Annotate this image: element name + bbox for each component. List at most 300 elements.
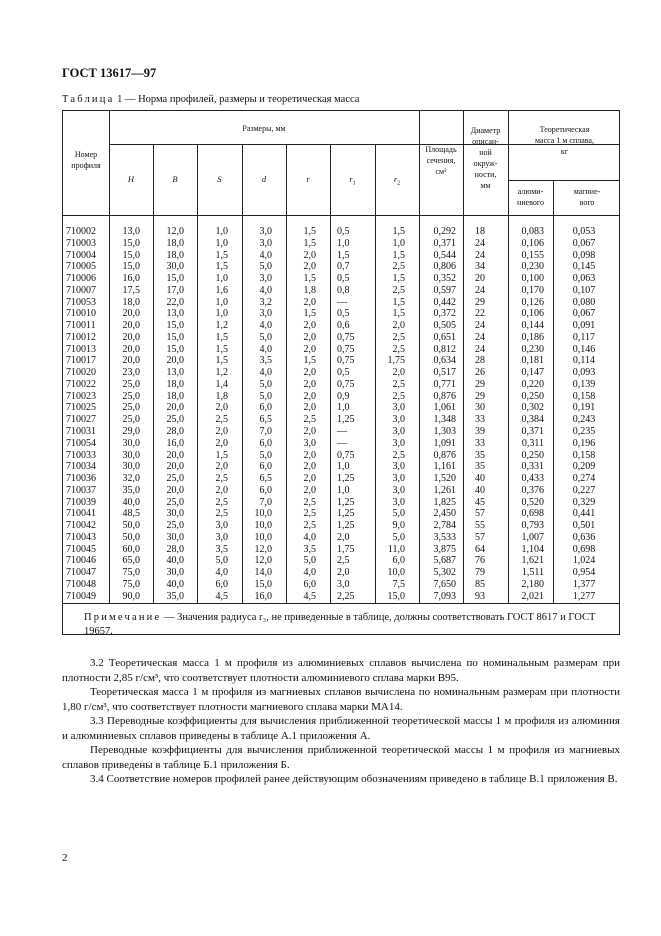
table-cell: 0,75 bbox=[337, 378, 355, 390]
table-cell: 2,0 bbox=[215, 437, 228, 449]
table-cell: 3,5 bbox=[215, 543, 228, 555]
table-cell: 13,0 bbox=[166, 308, 184, 320]
table-cell: 15,0 bbox=[122, 261, 140, 273]
table-cell: 1,621 bbox=[521, 555, 544, 567]
symbol-S: S bbox=[217, 174, 222, 184]
table-cell: 6,0 bbox=[215, 578, 228, 590]
table-cell: 0,371 bbox=[433, 237, 456, 249]
table-cell: 3,0 bbox=[392, 414, 405, 426]
table-cell: 0,106 bbox=[521, 308, 544, 320]
table-cell: 40 bbox=[475, 473, 485, 485]
table-cell: 39 bbox=[475, 426, 485, 438]
table-cell: 0,517 bbox=[433, 367, 456, 379]
table-cell: 0,063 bbox=[572, 273, 596, 285]
table-cell: 13,0 bbox=[166, 367, 184, 379]
table-cell: 0,634 bbox=[433, 355, 456, 367]
col-r bbox=[284, 226, 316, 603]
table-cell: 3,0 bbox=[392, 496, 405, 508]
table-cell: 1,161 bbox=[433, 461, 456, 473]
symbol-r2-base: r bbox=[393, 174, 398, 184]
table-cell: 0,698 bbox=[521, 508, 544, 520]
table-cell: 1,5 bbox=[215, 249, 228, 261]
table-cell: 13,0 bbox=[122, 226, 140, 237]
table-cell: 2,0 bbox=[303, 402, 316, 414]
table-cell: 1,0 bbox=[215, 226, 228, 237]
table-cell: 0,147 bbox=[521, 367, 544, 379]
table-cell: 6,0 bbox=[303, 578, 316, 590]
table-cell: 0,331 bbox=[521, 461, 544, 473]
table-cell: 34 bbox=[475, 261, 485, 273]
table-cell: 0,067 bbox=[572, 237, 596, 249]
table-cell: 0,235 bbox=[572, 426, 596, 438]
table-cell: 2,0 bbox=[303, 261, 316, 273]
table-cell: 65,0 bbox=[122, 555, 140, 567]
table-cell: 0,083 bbox=[521, 226, 544, 237]
table-cell: 1,061 bbox=[433, 402, 456, 414]
table-cell: 2,0 bbox=[392, 367, 405, 379]
table-cell: 4,5 bbox=[215, 590, 228, 602]
table-cell: 15,0 bbox=[166, 343, 184, 355]
table-cell: 1,5 bbox=[303, 308, 316, 320]
table-cell: 6,0 bbox=[259, 437, 272, 449]
symbol-H: H bbox=[127, 174, 135, 184]
table-cell: 29 bbox=[475, 390, 485, 402]
table-cell: 6,0 bbox=[392, 555, 405, 567]
table-cell: 6,0 bbox=[259, 402, 272, 414]
table-cell: 1,348 bbox=[433, 414, 456, 426]
table-cell: 2,0 bbox=[215, 484, 228, 496]
symbol-r2-sub: 2 bbox=[397, 180, 401, 187]
table-cell: 6,0 bbox=[259, 461, 272, 473]
table-cell: 24 bbox=[475, 320, 485, 332]
note-text: — Значения радиуса r₃, не приведенные в таблице, должны соответствовать ГОСТ 8617 и ГОСТ 19657. bbox=[84, 612, 596, 637]
table-cell: 1,5 bbox=[303, 237, 316, 249]
table-cell: 1,007 bbox=[521, 531, 544, 543]
table-cell: 2,0 bbox=[215, 402, 228, 414]
table-cell: 18,0 bbox=[122, 296, 140, 308]
table-cell: 2,5 bbox=[215, 414, 228, 426]
table-cell: 45 bbox=[475, 496, 485, 508]
table-cell: 2,5 bbox=[303, 520, 316, 532]
table-cell: 0,114 bbox=[572, 355, 596, 367]
table-cell: 75,0 bbox=[122, 578, 140, 590]
table-cell: 1,8 bbox=[215, 390, 228, 402]
table-cell: 28,0 bbox=[166, 543, 184, 555]
symbol-r2 bbox=[375, 174, 419, 187]
table-cell: 0,311 bbox=[521, 437, 544, 449]
table-cell: 0,5 bbox=[337, 308, 350, 320]
table-cell: 5,0 bbox=[392, 531, 405, 543]
header-magnesium bbox=[553, 186, 621, 208]
table-cell: 22 bbox=[475, 308, 485, 320]
table-cell: 35,0 bbox=[122, 484, 140, 496]
header-mass bbox=[508, 124, 621, 157]
table-cell: 4,0 bbox=[259, 367, 272, 379]
header-line: см² bbox=[435, 167, 447, 176]
table-cell: 2,0 bbox=[303, 343, 316, 355]
table-cell: 1,0 bbox=[392, 237, 405, 249]
table-cell: 0,793 bbox=[521, 520, 544, 532]
table-cell: 0,501 bbox=[572, 520, 596, 532]
table-cell: 1,25 bbox=[337, 414, 355, 426]
table-cell: 710013 bbox=[66, 343, 96, 355]
table-cell: 0,75 bbox=[337, 343, 355, 355]
table-cell: 3,0 bbox=[259, 308, 272, 320]
table-cell: 0,230 bbox=[521, 261, 544, 273]
table-cell: 0,158 bbox=[572, 390, 596, 402]
table-cell: 3,0 bbox=[215, 531, 228, 543]
table-cell: 5,0 bbox=[259, 331, 272, 343]
table-cell: 29 bbox=[475, 296, 485, 308]
table-cell: 35 bbox=[475, 449, 485, 461]
table-cell: 5,302 bbox=[433, 567, 456, 579]
table-cell: 40,0 bbox=[166, 555, 184, 567]
table-cell: 710048 bbox=[66, 578, 96, 590]
table-cell: 1,277 bbox=[572, 590, 596, 602]
table-cell: 20,0 bbox=[122, 308, 140, 320]
table-cell: 2,5 bbox=[215, 473, 228, 485]
table-cell: 15,0 bbox=[122, 249, 140, 261]
table-cell: 57 bbox=[475, 508, 485, 520]
table-cell: 32,0 bbox=[122, 473, 140, 485]
table-cell: 2,0 bbox=[337, 531, 350, 543]
header-area bbox=[419, 144, 463, 177]
table-cell: 25,0 bbox=[166, 520, 184, 532]
table-cell: 85 bbox=[475, 578, 485, 590]
table-cell: 93 bbox=[475, 590, 485, 602]
table-cell: 0,75 bbox=[337, 331, 355, 343]
header-dimensions: Размеры, мм bbox=[242, 124, 286, 133]
table-cell: 2,5 bbox=[215, 496, 228, 508]
header-line: Диаметр bbox=[470, 126, 501, 135]
table-cell: 0,698 bbox=[572, 543, 596, 555]
table-cell: 29 bbox=[475, 378, 485, 390]
table-cell: 64 bbox=[475, 543, 485, 555]
table-cell: 0,098 bbox=[572, 249, 596, 261]
table-cell: 10,0 bbox=[254, 508, 272, 520]
table-cell: 20,0 bbox=[122, 331, 140, 343]
table-cell: — bbox=[337, 296, 347, 308]
table-cell: 2,0 bbox=[392, 320, 405, 332]
table-cell: 5,0 bbox=[259, 449, 272, 461]
header-line: Площадь bbox=[425, 145, 457, 154]
paragraph: 3.2 Теоретическая масса 1 м профиля из алюминиевых сплавов вычислена по номинальным размерам при плотности 2,85 г/см³, что соответствует плотности алюминиевого сплава марки В95. bbox=[62, 657, 620, 684]
table-cell: 710049 bbox=[66, 590, 96, 602]
table-cell: 0,371 bbox=[521, 426, 544, 438]
table-cell: 14,0 bbox=[254, 567, 272, 579]
table-cell: 20,0 bbox=[166, 461, 184, 473]
paragraph: Теоретическая масса 1 м профиля из магниевых сплавов вычислена по номинальным размерам при плотности 1,80 г/см³, что соответствует плотности магниевого сплава марки МА14. bbox=[62, 686, 620, 713]
table-cell: 7,650 bbox=[433, 578, 456, 590]
table-cell: 30,0 bbox=[166, 531, 184, 543]
table-cell: 24 bbox=[475, 237, 485, 249]
table-cell: 15,0 bbox=[166, 320, 184, 332]
table-cell: 18,0 bbox=[166, 378, 184, 390]
table-cell: 2,5 bbox=[215, 508, 228, 520]
col-B bbox=[152, 226, 184, 603]
table-cell: 28,0 bbox=[166, 426, 184, 438]
page-number: 2 bbox=[62, 852, 68, 864]
table-cell: 2,450 bbox=[433, 508, 456, 520]
table-cell: 48,5 bbox=[122, 508, 140, 520]
header-line: окруж- bbox=[473, 159, 498, 168]
table-cell: 0,144 bbox=[521, 320, 544, 332]
table-cell: 0,091 bbox=[572, 320, 596, 332]
table-cell: 0,954 bbox=[572, 567, 596, 579]
table-cell: 9,0 bbox=[392, 520, 405, 532]
table-cell: 2,180 bbox=[521, 578, 544, 590]
symbol-d: d bbox=[261, 174, 267, 184]
table-cell: 33 bbox=[475, 414, 485, 426]
table-cell: 1,0 bbox=[337, 484, 350, 496]
table-cell: 0,597 bbox=[433, 284, 456, 296]
table-cell: 7,0 bbox=[259, 496, 272, 508]
table-cell: 0,146 bbox=[572, 343, 596, 355]
table-cell: 1,5 bbox=[392, 273, 405, 285]
table-cell: 2,25 bbox=[337, 590, 355, 602]
table-cell: 710004 bbox=[66, 249, 96, 261]
table-cell: 0,376 bbox=[521, 484, 544, 496]
table-cell: 710007 bbox=[66, 284, 96, 296]
table-cell: 1,303 bbox=[433, 426, 456, 438]
table-cell: 15,0 bbox=[166, 331, 184, 343]
table-cell: 2,0 bbox=[303, 449, 316, 461]
table-cell: 18,0 bbox=[166, 237, 184, 249]
table-cell: 2,0 bbox=[303, 296, 316, 308]
col-mass-mg bbox=[560, 226, 608, 603]
table-cell: 3,0 bbox=[392, 473, 405, 485]
table-cell: 1,0 bbox=[337, 461, 350, 473]
table-cell: 1,511 bbox=[521, 567, 544, 579]
table-cell: 1,0 bbox=[215, 273, 228, 285]
table-cell: 2,0 bbox=[215, 426, 228, 438]
table-cell: 1,25 bbox=[337, 473, 355, 485]
table-cell: 10,0 bbox=[254, 531, 272, 543]
table-cell: 0,372 bbox=[433, 308, 456, 320]
table-cell: 40 bbox=[475, 484, 485, 496]
table-cell: 0,139 bbox=[572, 378, 596, 390]
header-line: Теоретическая bbox=[539, 125, 590, 134]
table-cell: 0,433 bbox=[521, 473, 544, 485]
table-cell: 3,0 bbox=[392, 484, 405, 496]
table-cell: 2,5 bbox=[303, 496, 316, 508]
table-cell: 710025 bbox=[66, 402, 96, 414]
table-cell: 1,5 bbox=[215, 261, 228, 273]
table-cell: 5,0 bbox=[259, 261, 272, 273]
table-cell: 0,155 bbox=[521, 249, 544, 261]
table-cell: 1,0 bbox=[215, 237, 228, 249]
table-cell: 50,0 bbox=[122, 520, 140, 532]
table-cell: 0,384 bbox=[521, 414, 544, 426]
table-cell: 1,4 bbox=[215, 378, 228, 390]
table-cell: 2,5 bbox=[392, 343, 405, 355]
col-H bbox=[108, 226, 140, 603]
table-cell: 710041 bbox=[66, 508, 96, 520]
table-cell: 0,274 bbox=[572, 473, 596, 485]
table-cell: 20 bbox=[475, 273, 485, 285]
table-cell: 2,0 bbox=[303, 426, 316, 438]
table-cell: 18,0 bbox=[166, 249, 184, 261]
header-line: профиля bbox=[71, 161, 101, 170]
table-cell: 30,0 bbox=[166, 508, 184, 520]
table-cell: 35,0 bbox=[166, 590, 184, 602]
col-d bbox=[240, 226, 272, 603]
symbol-r: r bbox=[306, 174, 310, 184]
table-cell: 16,0 bbox=[254, 590, 272, 602]
table-cell: 2,0 bbox=[303, 390, 316, 402]
table-cell: 710046 bbox=[66, 555, 96, 567]
table-cell: 1,5 bbox=[303, 226, 316, 237]
table-cell: 0,5 bbox=[337, 273, 350, 285]
table-cell: 25,0 bbox=[122, 414, 140, 426]
table-cell: 710005 bbox=[66, 261, 96, 273]
table-cell: 1,5 bbox=[337, 249, 350, 261]
table-cell: 0,9 bbox=[337, 390, 350, 402]
table-caption-text: 1 — Норма профилей, размеры и теоретическая масса bbox=[114, 94, 360, 105]
table-cell: 79 bbox=[475, 567, 485, 579]
table-cell: 33 bbox=[475, 437, 485, 449]
table-cell: 18 bbox=[475, 226, 485, 237]
col-profile-no bbox=[66, 226, 104, 603]
table-cell: 7,093 bbox=[433, 590, 456, 602]
header-line: описан- bbox=[472, 137, 499, 146]
table-cell: 1,2 bbox=[215, 367, 228, 379]
table-cell: 4,0 bbox=[259, 320, 272, 332]
table-cell: 5,0 bbox=[303, 555, 316, 567]
table-cell: 710036 bbox=[66, 473, 96, 485]
table-cell: 710054 bbox=[66, 437, 96, 449]
table-cell: 0,302 bbox=[521, 402, 544, 414]
table-cell: 0,186 bbox=[521, 331, 544, 343]
table-cell: 12,0 bbox=[166, 226, 184, 237]
table-cell: 57 bbox=[475, 531, 485, 543]
table-cell: 1,6 bbox=[215, 284, 228, 296]
table-cell: 1,5 bbox=[215, 343, 228, 355]
table-cell: 1,5 bbox=[392, 296, 405, 308]
table-cell: 1,0 bbox=[215, 308, 228, 320]
table-cell: 3,0 bbox=[259, 237, 272, 249]
header-line: масса 1 м сплава, bbox=[535, 136, 594, 145]
table-cell: 15,0 bbox=[254, 578, 272, 590]
table-cell: 0,441 bbox=[572, 508, 596, 520]
table-cell: 2,0 bbox=[303, 367, 316, 379]
table-cell: 0,093 bbox=[572, 367, 596, 379]
table-cell: 0,080 bbox=[572, 296, 596, 308]
table-cell: 1,0 bbox=[337, 402, 350, 414]
table-cell: 1,0 bbox=[337, 237, 350, 249]
table-cell: 710023 bbox=[66, 390, 96, 402]
table-cell: 30,0 bbox=[166, 567, 184, 579]
table-cell: 4,0 bbox=[259, 343, 272, 355]
table-cell: 1,25 bbox=[337, 508, 355, 520]
table-cell: 0,442 bbox=[433, 296, 456, 308]
table-caption-word: Таблица bbox=[62, 94, 115, 105]
col-diameter bbox=[462, 226, 498, 603]
table-cell: 3,0 bbox=[215, 520, 228, 532]
header-line: магние- bbox=[573, 187, 601, 196]
header-aluminium bbox=[508, 186, 553, 208]
table-cell: 3,0 bbox=[392, 402, 405, 414]
table-cell: 3,0 bbox=[392, 437, 405, 449]
table-cell: 3,0 bbox=[259, 226, 272, 237]
table-cell: 1,261 bbox=[433, 484, 456, 496]
table-cell: 6,0 bbox=[259, 484, 272, 496]
header-line: ности, bbox=[474, 170, 497, 179]
table-cell: 2,0 bbox=[303, 331, 316, 343]
col-r2 bbox=[373, 226, 405, 603]
table-cell: 0,117 bbox=[572, 331, 596, 343]
table-cell: 0,329 bbox=[572, 496, 596, 508]
table-cell: 4,0 bbox=[215, 567, 228, 579]
paragraph: 3.4 Соответствие номеров профилей ранее действующим обозначениям приведено в таблице В.1 приложения В. bbox=[90, 773, 618, 785]
table-cell: 24 bbox=[475, 331, 485, 343]
header-profile-no bbox=[63, 149, 109, 171]
table-cell: 0,209 bbox=[572, 461, 596, 473]
table-cell: 1,25 bbox=[337, 520, 355, 532]
header-line: ниевого bbox=[517, 198, 544, 207]
table-cell: 5,0 bbox=[259, 390, 272, 402]
table-cell: 1,25 bbox=[337, 496, 355, 508]
table-cell: 22,0 bbox=[166, 296, 184, 308]
table-cell: 4,5 bbox=[303, 590, 316, 602]
header-line: вого bbox=[579, 198, 595, 207]
table-cell: 17,0 bbox=[166, 284, 184, 296]
table-cell: — bbox=[337, 426, 347, 438]
table-cell: 40,0 bbox=[122, 496, 140, 508]
table-cell: 12,0 bbox=[254, 555, 272, 567]
table-cell: 30,0 bbox=[122, 449, 140, 461]
table-cell: 0,145 bbox=[572, 261, 596, 273]
table-cell: 1,104 bbox=[521, 543, 544, 555]
table-cell: 2,5 bbox=[392, 261, 405, 273]
symbol-B: B bbox=[172, 174, 178, 184]
table-cell: 16,0 bbox=[166, 437, 184, 449]
table-cell: 710039 bbox=[66, 496, 96, 508]
table-cell: 7,5 bbox=[392, 578, 405, 590]
symbol-r1-sub: 1 bbox=[352, 180, 356, 187]
table-cell: 0,053 bbox=[572, 226, 596, 237]
table-cell: 30 bbox=[475, 402, 485, 414]
table-cell: 2,0 bbox=[303, 473, 316, 485]
table-cell: 0,75 bbox=[337, 355, 355, 367]
table-cell: 0,158 bbox=[572, 449, 596, 461]
table-cell: 2,021 bbox=[521, 590, 544, 602]
table-cell: 15,0 bbox=[387, 590, 405, 602]
table-cell: 4,0 bbox=[259, 249, 272, 261]
table-cell: 4,0 bbox=[303, 531, 316, 543]
table-cell: 20,0 bbox=[166, 402, 184, 414]
table-cell: 76 bbox=[475, 555, 485, 567]
table-cell: 2,0 bbox=[215, 461, 228, 473]
table-cell: 30,0 bbox=[166, 261, 184, 273]
header-line: сечения, bbox=[426, 156, 456, 165]
table-cell: 2,0 bbox=[303, 320, 316, 332]
table-cell: 24 bbox=[475, 249, 485, 261]
table-cell: 0,250 bbox=[521, 390, 544, 402]
table-cell: 3,0 bbox=[392, 461, 405, 473]
table-cell: 60,0 bbox=[122, 543, 140, 555]
paragraph: 3.3 Переводные коэффициенты для вычисления приближенной теоретической массы 1 м профиля из алюминия и алюминиевых сплавов приведены в таблице А.1 приложения А. bbox=[62, 715, 620, 742]
table-cell: 710010 bbox=[66, 308, 96, 320]
header-diameter bbox=[463, 125, 508, 191]
table-cell: 26 bbox=[475, 367, 485, 379]
table-cell: 710034 bbox=[66, 461, 96, 473]
table-cell: 0,100 bbox=[521, 273, 544, 285]
table-cell: 0,651 bbox=[433, 331, 456, 343]
table-cell: 3,5 bbox=[259, 355, 272, 367]
table-cell: 3,0 bbox=[259, 273, 272, 285]
table-cell: 0,292 bbox=[433, 226, 456, 237]
